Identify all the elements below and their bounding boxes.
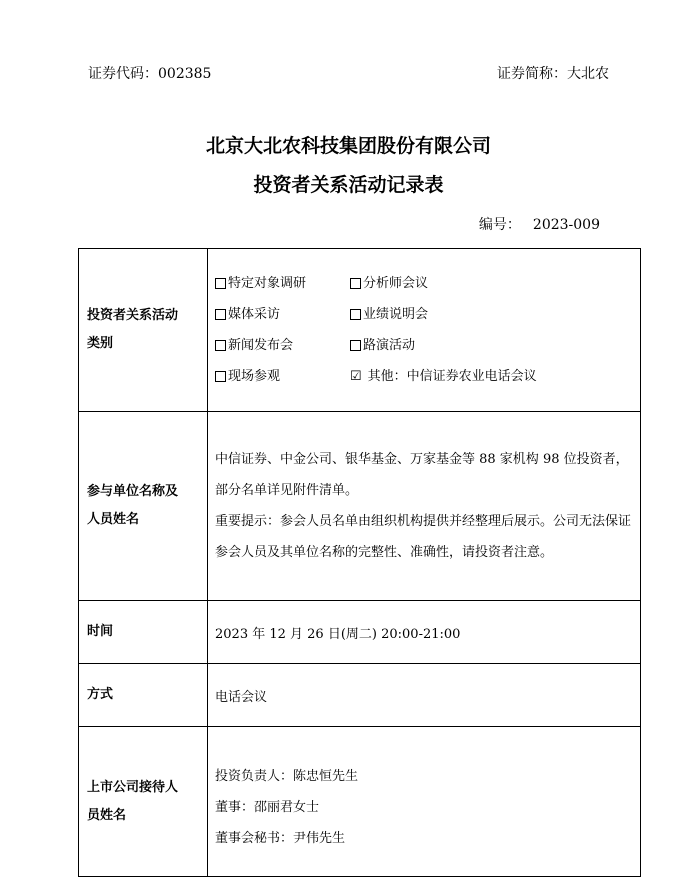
activity-type-options bbox=[208, 249, 641, 412]
reception-label: 上市公司接待人员姓名 bbox=[79, 727, 208, 877]
participants-label: 参与单位名称及人员姓名 bbox=[79, 412, 208, 601]
row-participants bbox=[79, 412, 641, 601]
reception-person: 董事会秘书：尹伟先生 bbox=[215, 831, 346, 846]
record-table bbox=[78, 248, 641, 877]
option-press-conference[interactable]: 新闻发布会 bbox=[215, 336, 350, 356]
checkbox-unchecked-icon[interactable] bbox=[350, 278, 361, 289]
reception-person: 投资负责人：陈忠恒先生 bbox=[215, 769, 359, 784]
row-activity-type bbox=[79, 249, 641, 412]
option-media-interview[interactable]: 媒体采访 bbox=[215, 305, 350, 325]
checkbox-unchecked-icon[interactable] bbox=[350, 309, 361, 320]
reception-person: 董事：邵丽君女士 bbox=[215, 800, 320, 815]
time-value: 2023 年 12 月 26 日(周二) 20:00-21:00 bbox=[208, 601, 641, 664]
option-analyst-meeting[interactable]: 分析师会议 bbox=[350, 274, 634, 294]
checkbox-unchecked-icon[interactable] bbox=[350, 340, 361, 351]
company-title: 北京大北农科技集团股份有限公司 bbox=[205, 135, 491, 157]
participants-content bbox=[208, 412, 641, 601]
option-specific-research[interactable]: 特定对象调研 bbox=[215, 274, 350, 294]
document-number-label: 编号： bbox=[478, 217, 521, 233]
form-title: 投资者关系活动记录表 bbox=[253, 174, 444, 196]
checkbox-checked-icon[interactable]: ☑ bbox=[350, 368, 362, 384]
stock-abbreviation: 证券简称：大北农 bbox=[497, 66, 609, 82]
row-time bbox=[79, 601, 641, 664]
row-reception bbox=[79, 727, 641, 877]
checkbox-unchecked-icon[interactable] bbox=[215, 278, 226, 289]
checkbox-unchecked-icon[interactable] bbox=[215, 340, 226, 351]
checkbox-unchecked-icon[interactable] bbox=[215, 309, 226, 320]
document-number bbox=[479, 214, 600, 234]
option-roadshow[interactable]: 路演活动 bbox=[350, 336, 634, 356]
participants-notice: 重要提示：参会人员名单由组织机构提供并经整理后展示。公司无法保证参会人员及其单位名称的完整性、准确性，请投资者注意。 bbox=[215, 514, 632, 560]
option-site-visit[interactable]: 现场参观 bbox=[215, 367, 350, 387]
reception-content bbox=[208, 727, 641, 877]
option-other[interactable]: ☑ 其他：中信证券农业电话会议 bbox=[350, 367, 634, 387]
method-value: 电话会议 bbox=[208, 664, 641, 727]
checkbox-unchecked-icon[interactable] bbox=[215, 371, 226, 382]
stock-code: 证券代码：002385 bbox=[88, 66, 212, 82]
method-label: 方式 bbox=[79, 664, 208, 727]
activity-type-label: 投资者关系活动类别 bbox=[79, 249, 208, 412]
time-label: 时间 bbox=[79, 601, 208, 664]
option-earnings-call[interactable]: 业绩说明会 bbox=[350, 305, 634, 325]
document-number-value: 2023-009 bbox=[532, 217, 600, 233]
participants-text: 中信证券、中金公司、银华基金、万家基金等 88 家机构 98 位投资者，部分名单详见附件清单。 bbox=[215, 452, 629, 498]
row-method bbox=[79, 664, 641, 727]
